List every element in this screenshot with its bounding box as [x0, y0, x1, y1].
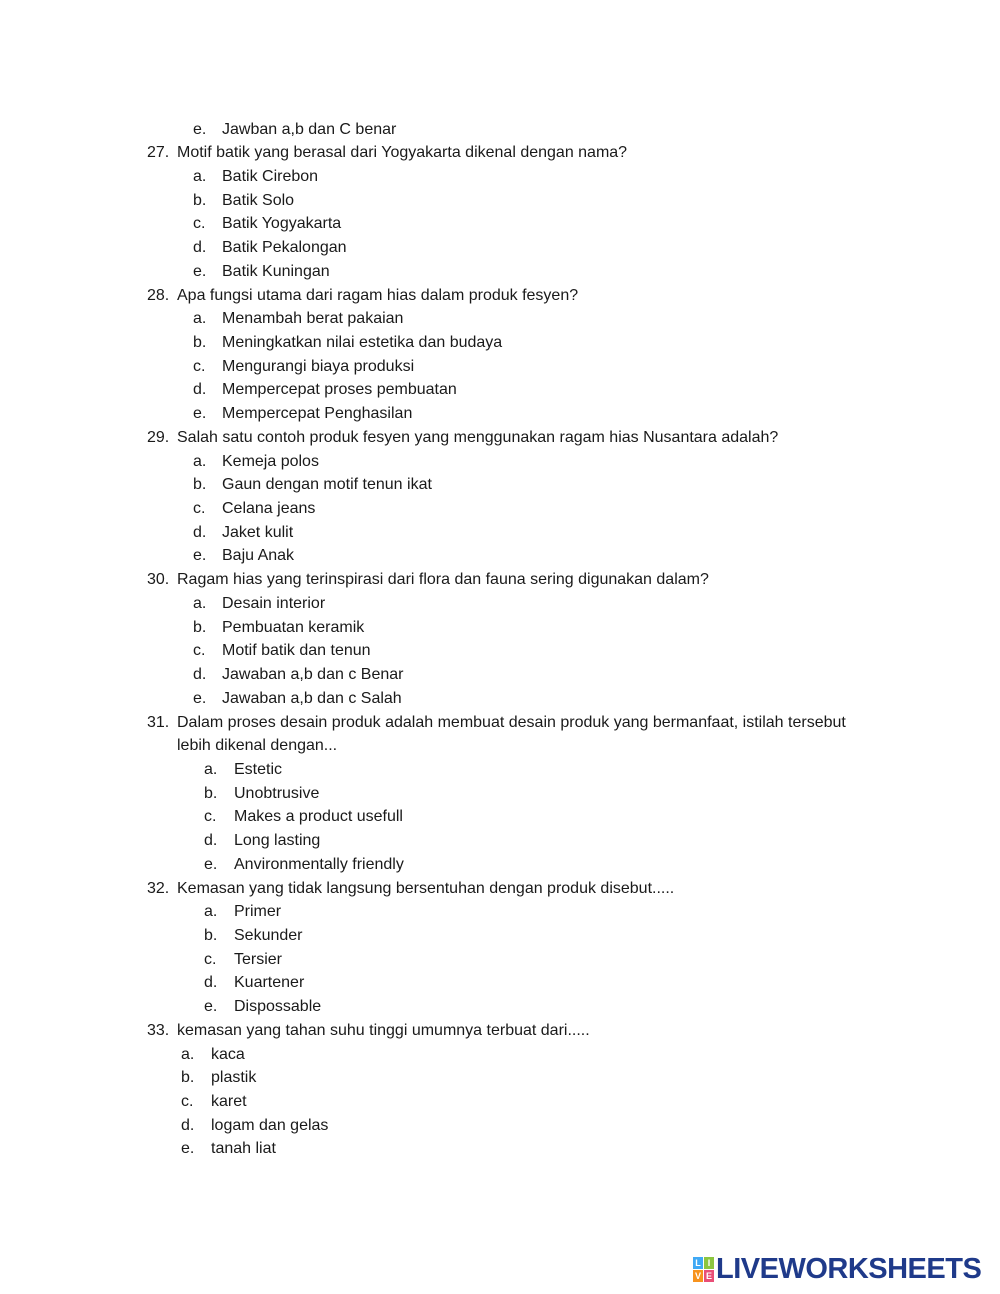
answer-option	[0, 1066, 1000, 1090]
option-text: Meningkatkan nilai estetika dan budaya	[222, 333, 503, 351]
option-text: Dispossable	[234, 998, 322, 1016]
answer-option	[0, 378, 1000, 402]
question-text: Dalam proses desain produk adalah membuat desain produk yang bermanfaat, istilah tersebut	[177, 713, 846, 731]
option-letter: b.	[193, 333, 207, 351]
answer-option	[0, 1043, 1000, 1067]
answer-option	[0, 900, 1000, 924]
answer-option	[0, 355, 1000, 379]
option-text: Jawaban a,b dan c Salah	[222, 689, 402, 707]
answer-option	[0, 189, 1000, 213]
option-letter: e.	[193, 262, 207, 280]
answer-option	[0, 1090, 1000, 1114]
option-text: karet	[211, 1093, 247, 1111]
option-text: Pembuatan keramik	[222, 618, 365, 636]
logo-tile: V	[694, 1271, 701, 1281]
option-text: Menambah berat pakaian	[222, 310, 404, 328]
option-letter: e.	[193, 547, 207, 565]
answer-option	[0, 971, 1000, 995]
question-text: lebih dikenal dengan...	[177, 737, 338, 755]
option-text: Primer	[234, 903, 282, 921]
option-text: Batik Cirebon	[222, 167, 319, 185]
question-line	[0, 426, 1000, 450]
question-line	[0, 1019, 1000, 1043]
option-letter: a.	[204, 760, 218, 778]
option-letter: b.	[193, 476, 207, 494]
logo-text: LIVEWORKSHEETS	[716, 1252, 982, 1285]
answer-option	[0, 236, 1000, 260]
option-letter: d.	[181, 1116, 195, 1134]
logo-tile: E	[705, 1271, 712, 1281]
answer-option	[0, 544, 1000, 568]
option-text: Celana jeans	[222, 500, 316, 518]
option-text: Batik Yogyakarta	[222, 215, 342, 233]
answer-option	[0, 805, 1000, 829]
option-letter: a.	[193, 310, 207, 328]
option-text: kaca	[211, 1045, 245, 1063]
option-text: Estetic	[234, 760, 283, 778]
question-text: Salah satu contoh produk fesyen yang menggunakan ragam hias Nusantara adalah?	[177, 428, 779, 446]
option-text: Anvironmentally friendly	[234, 855, 404, 873]
option-letter: b.	[193, 191, 207, 209]
option-letter: e.	[193, 689, 207, 707]
answer-option	[0, 639, 1000, 663]
option-text: Mempercepat proses pembuatan	[222, 381, 457, 399]
option-letter: d.	[193, 523, 207, 541]
answer-option	[0, 995, 1000, 1019]
answer-option	[0, 118, 1000, 142]
answer-option	[0, 165, 1000, 189]
logo-tiles	[693, 1257, 713, 1281]
question-line	[0, 284, 1000, 308]
option-letter: c.	[204, 808, 217, 826]
question-line	[0, 568, 1000, 592]
option-letter: a.	[181, 1045, 195, 1063]
logo-tile: L	[693, 1257, 703, 1269]
option-text: Gaun dengan motif tenun ikat	[222, 476, 432, 494]
option-letter: a.	[193, 167, 207, 185]
question-line	[0, 711, 1000, 735]
option-text: Kemeja polos	[222, 452, 319, 470]
question-text: Ragam hias yang terinspirasi dari flora dan fauna sering digunakan dalam?	[177, 571, 709, 589]
answer-option	[0, 473, 1000, 497]
answer-option	[0, 853, 1000, 877]
option-letter: b.	[204, 784, 218, 802]
answer-option	[0, 521, 1000, 545]
question-continuation	[0, 734, 1000, 758]
option-letter: e.	[193, 405, 207, 423]
option-letter: c.	[181, 1093, 194, 1111]
option-letter: e.	[204, 855, 218, 873]
option-letter: d.	[193, 666, 207, 684]
question-number: 32.	[147, 879, 170, 897]
option-letter: d.	[193, 381, 207, 399]
option-text: logam dan gelas	[211, 1116, 329, 1134]
answer-option	[0, 592, 1000, 616]
answer-option	[0, 616, 1000, 640]
option-text: Batik Pekalongan	[222, 239, 347, 257]
answer-option	[0, 687, 1000, 711]
option-letter: a.	[204, 903, 218, 921]
option-letter: d.	[204, 974, 218, 992]
option-text: Batik Solo	[222, 191, 295, 209]
option-letter: d.	[193, 239, 207, 257]
question-number: 31.	[147, 713, 170, 731]
answer-option	[0, 212, 1000, 236]
question-number: 29.	[147, 428, 170, 446]
answer-option	[0, 497, 1000, 521]
question-number: 33.	[147, 1021, 170, 1039]
question-text: Kemasan yang tidak langsung bersentuhan dengan produk disebut.....	[177, 879, 675, 897]
answer-option	[0, 1114, 1000, 1138]
answer-option	[0, 1137, 1000, 1161]
answer-option	[0, 829, 1000, 853]
option-text: Unobtrusive	[234, 784, 320, 802]
answer-option	[0, 948, 1000, 972]
question-text: Apa fungsi utama dari ragam hias dalam produk fesyen?	[177, 286, 579, 304]
option-letter: a.	[193, 452, 207, 470]
option-text: Jawban a,b dan C benar	[222, 120, 397, 138]
answer-option	[0, 307, 1000, 331]
option-letter: b.	[193, 618, 207, 636]
option-letter: b.	[204, 926, 218, 944]
option-text: Kuartener	[234, 974, 305, 992]
option-text: Jawaban a,b dan c Benar	[222, 666, 404, 684]
option-letter: e.	[181, 1140, 195, 1158]
option-text: Makes a product usefull	[234, 808, 403, 826]
option-letter: b.	[181, 1069, 195, 1087]
option-letter: a.	[193, 594, 207, 612]
option-letter: c.	[193, 642, 206, 660]
answer-option	[0, 758, 1000, 782]
question-number: 28.	[147, 286, 170, 304]
option-text: Mengurangi biaya produksi	[222, 357, 415, 375]
option-text: Batik Kuningan	[222, 262, 330, 280]
answer-option	[0, 260, 1000, 284]
option-text: Mempercepat Penghasilan	[222, 405, 413, 423]
option-text: Baju Anak	[222, 547, 295, 565]
answer-option	[0, 331, 1000, 355]
option-text: plastik	[211, 1069, 257, 1087]
question-line	[0, 877, 1000, 901]
option-letter: c.	[193, 500, 206, 518]
question-text: kemasan yang tahan suhu tinggi umumnya terbuat dari.....	[177, 1021, 590, 1039]
liveworksheets-logo	[693, 1254, 981, 1284]
option-text: Long lasting	[234, 832, 321, 850]
answer-option	[0, 663, 1000, 687]
answer-option	[0, 924, 1000, 948]
option-text: Jaket kulit	[222, 523, 294, 541]
option-letter: c.	[193, 215, 206, 233]
option-letter: c.	[193, 357, 206, 375]
option-text: Desain interior	[222, 594, 326, 612]
option-text: tanah liat	[211, 1140, 276, 1158]
option-letter: e.	[204, 998, 218, 1016]
option-letter: d.	[204, 832, 218, 850]
question-number: 30.	[147, 571, 170, 589]
answer-option	[0, 450, 1000, 474]
option-letter: c.	[204, 950, 217, 968]
option-text: Motif batik dan tenun	[222, 642, 371, 660]
logo-tile: I	[704, 1257, 714, 1269]
option-text: Sekunder	[234, 926, 303, 944]
question-number: 27.	[147, 144, 170, 162]
question-line	[0, 141, 1000, 165]
answer-option	[0, 402, 1000, 426]
option-text: Tersier	[234, 950, 283, 968]
option-letter: e.	[193, 120, 207, 138]
answer-option	[0, 782, 1000, 806]
question-text: Motif batik yang berasal dari Yogyakarta dikenal dengan nama?	[177, 144, 628, 162]
